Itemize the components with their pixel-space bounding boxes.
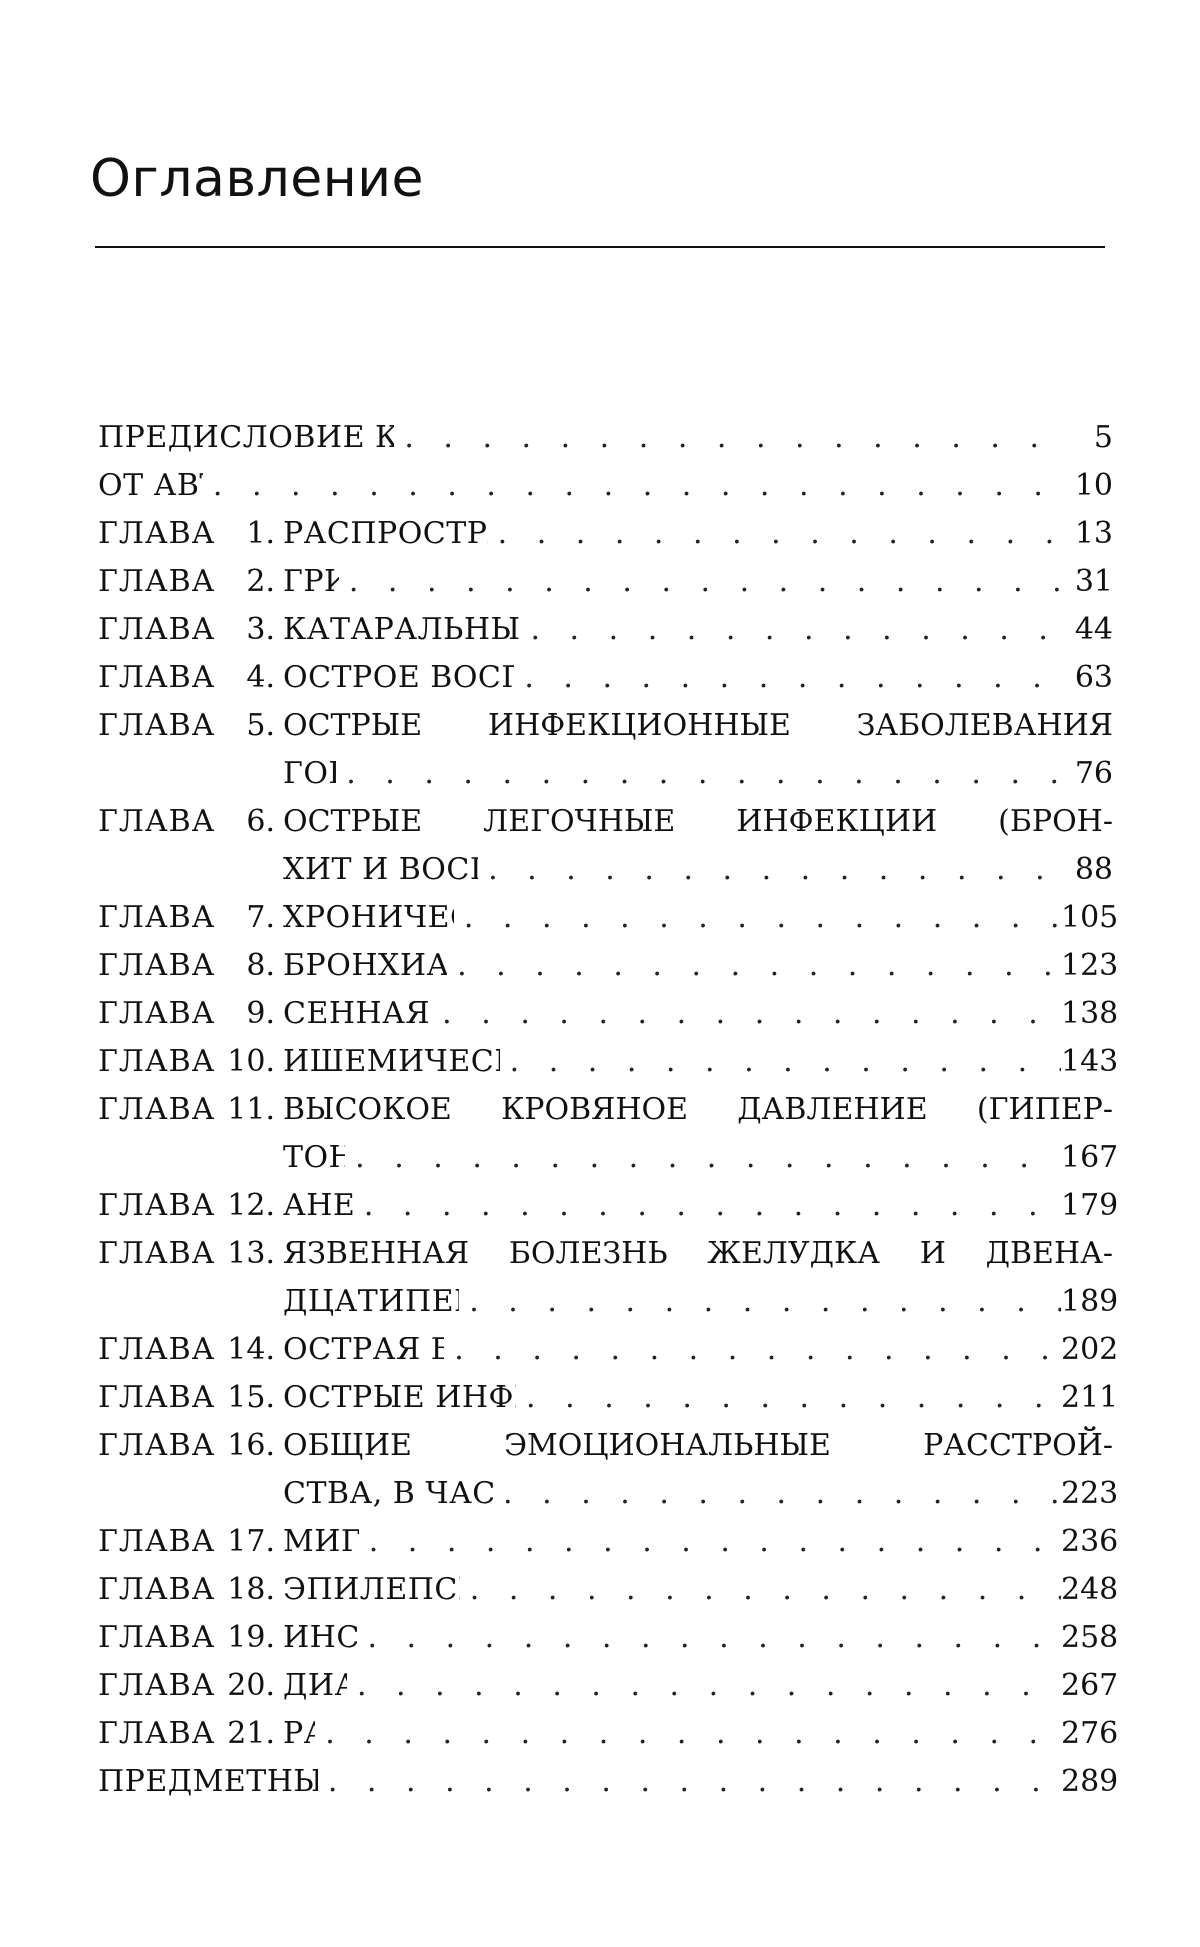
chapter-word: ГЛАВА (98, 702, 223, 750)
dot-leader: . . . . . . . . . . . . . . . . . . (359, 1518, 1061, 1566)
page-number: 236 (1061, 1518, 1113, 1566)
entry-title: БРОНХИА (283, 942, 447, 990)
chapter-word: ГЛАВА (98, 1086, 223, 1134)
dot-leader: . . . . . . . . . . . . . . . . . . . (318, 1758, 1061, 1806)
page-number: 276 (1061, 1710, 1113, 1758)
entry-line (283, 1326, 1113, 1374)
title-word: (БРОН- (998, 798, 1113, 846)
chapter-word: ГЛАВА (98, 942, 223, 990)
entry-title: ЭПИЛЕПС (283, 1566, 460, 1614)
toc-entry (98, 1230, 1113, 1326)
page-number: 179 (1061, 1182, 1113, 1230)
entry-line (283, 606, 1113, 654)
dot-leader: . . . . . . . . . . . . . . (516, 1374, 1061, 1422)
entry-line (283, 1086, 1113, 1134)
title-word: ИНФЕКЦИИ (736, 798, 937, 846)
chapter-label (98, 1230, 283, 1278)
title-word: ДВЕНА- (986, 1230, 1113, 1278)
entry-title (283, 702, 1113, 750)
entry-body (283, 942, 1113, 990)
dot-leader: . . . . . . . . . . . . . . . . (432, 990, 1061, 1038)
chapter-word: ГЛАВА (98, 1710, 223, 1758)
entry-line (98, 414, 1113, 462)
title-word: И (920, 1230, 946, 1278)
page-number: 258 (1061, 1614, 1113, 1662)
chapter-number: 16. (223, 1422, 283, 1470)
entry-body (283, 1566, 1113, 1614)
entry-line (283, 510, 1113, 558)
page-number: 202 (1061, 1326, 1113, 1374)
dot-leader: . . . . . . . . . . . . . . . (478, 846, 1061, 894)
title-word: ОСТРЫЕ (283, 798, 422, 846)
entry-body (98, 462, 1113, 510)
chapter-number: 5. (223, 702, 283, 750)
title-word: ДАВЛЕНИЕ (737, 1086, 927, 1134)
entry-title: ПРЕДМЕТНЫ (98, 1758, 318, 1806)
entry-title: АНЕ (283, 1182, 354, 1230)
page-number: 123 (1061, 942, 1113, 990)
chapter-number: 7. (223, 894, 283, 942)
entry-title: ПРЕДИСЛОВИЕ К (98, 414, 394, 462)
entry-title: СТВА, В ЧАС (283, 1470, 493, 1518)
page-number: 138 (1061, 990, 1113, 1038)
page-number: 76 (1061, 750, 1113, 798)
entry-line (283, 1182, 1113, 1230)
toc-entry (98, 942, 1113, 990)
toc-entry (98, 1326, 1113, 1374)
chapter-label (98, 1182, 283, 1230)
entry-title: СЕННАЯ (283, 990, 432, 1038)
page-number: 88 (1061, 846, 1113, 894)
page-number: 167 (1061, 1134, 1113, 1182)
page-number: 63 (1061, 654, 1113, 702)
entry-line (283, 942, 1113, 990)
entry-line (283, 558, 1113, 606)
dot-leader: . . . . . . . . . . . . . . . . . . (354, 1182, 1061, 1230)
dot-leader: . . . . . . . . . . . . . . . (459, 1278, 1061, 1326)
entry-line (283, 1470, 1113, 1518)
chapter-word: ГЛАВА (98, 1662, 223, 1710)
toc-entry (98, 1422, 1113, 1518)
entry-line (283, 1230, 1113, 1278)
dot-leader: . . . . . . . . . . . . . . (493, 1470, 1061, 1518)
chapter-label (98, 798, 283, 846)
page-number: 289 (1061, 1758, 1113, 1806)
entry-line (98, 1758, 1113, 1806)
chapter-word: ГЛАВА (98, 558, 223, 606)
dot-leader: . . . . . . . . . . . . . . . . . . (347, 1662, 1061, 1710)
chapter-number: 1. (223, 510, 283, 558)
entry-body (283, 990, 1113, 1038)
title-word: РАССТРОЙ- (923, 1422, 1113, 1470)
dot-leader: . . . . . . . . . . . . . . (488, 510, 1061, 558)
dot-leader: . . . . . . . . . . . . . . . . . . (357, 1614, 1061, 1662)
toc-entry (98, 414, 1113, 462)
toc-entry (98, 1086, 1113, 1182)
chapter-label (98, 894, 283, 942)
entry-body (283, 1518, 1113, 1566)
entry-title: ТОН (283, 1134, 345, 1182)
entry-title (283, 1230, 1113, 1278)
chapter-label (98, 1518, 283, 1566)
dot-leader: . . . . . . . . . . . . . . . . (447, 942, 1061, 990)
dot-leader: . . . . . . . . . . . . . . . . (444, 1326, 1061, 1374)
chapter-number: 21. (223, 1710, 283, 1758)
entry-title: ОТ АВ (98, 462, 203, 510)
toc-entry (98, 1518, 1113, 1566)
chapter-word: ГЛАВА (98, 894, 223, 942)
entry-line (283, 1566, 1113, 1614)
entry-line (283, 1278, 1113, 1326)
title-word: КРОВЯНОЕ (501, 1086, 688, 1134)
entry-body (283, 1422, 1113, 1518)
entry-body (283, 1710, 1113, 1758)
title-divider (95, 246, 1105, 248)
chapter-label (98, 1326, 283, 1374)
entry-body (98, 1758, 1113, 1806)
chapter-number: 12. (223, 1182, 283, 1230)
toc-entry (98, 1182, 1113, 1230)
entry-line (283, 750, 1113, 798)
entry-body (283, 654, 1113, 702)
chapter-label (98, 654, 283, 702)
table-of-contents (98, 414, 1113, 1806)
entry-title (283, 798, 1113, 846)
entry-line (283, 702, 1113, 750)
dot-leader: . . . . . . . . . . . . . . (520, 606, 1061, 654)
chapter-number: 17. (223, 1518, 283, 1566)
page-title: Оглавление (90, 153, 424, 205)
chapter-number: 4. (223, 654, 283, 702)
entry-body (283, 1038, 1113, 1086)
dot-leader: . . . . . . . . . . . . . . . . . . (336, 750, 1061, 798)
page-number: 5 (1061, 414, 1113, 462)
page-number: 31 (1061, 558, 1113, 606)
entry-title: ИШЕМИЧЕС (283, 1038, 500, 1086)
entry-body (283, 702, 1113, 798)
entry-title: ХРОНИЧЕ (283, 894, 454, 942)
entry-title: РАСПРОСТР (283, 510, 488, 558)
chapter-word: ГЛАВА (98, 1422, 223, 1470)
entry-line (283, 1134, 1113, 1182)
chapter-word: ГЛАВА (98, 798, 223, 846)
entry-body (283, 894, 1113, 942)
chapter-number: 6. (223, 798, 283, 846)
toc-entry (98, 702, 1113, 798)
entry-line (283, 846, 1113, 894)
entry-line (283, 1614, 1113, 1662)
entry-title (283, 1422, 1113, 1470)
chapter-word: ГЛАВА (98, 1614, 223, 1662)
entry-title: ГО (283, 750, 336, 798)
toc-entry (98, 558, 1113, 606)
title-word: ЗАБОЛЕВАНИЯ (857, 702, 1113, 750)
chapter-word: ГЛАВА (98, 1230, 223, 1278)
chapter-number: 20. (223, 1662, 283, 1710)
toc-entry (98, 1566, 1113, 1614)
entry-line (98, 462, 1113, 510)
entry-body (283, 1662, 1113, 1710)
entry-body (283, 1182, 1113, 1230)
entry-title: КАТАРАЛЬНЫЕ (283, 606, 520, 654)
toc-entry (98, 1374, 1113, 1422)
chapter-word: ГЛАВА (98, 1038, 223, 1086)
entry-line (283, 1422, 1113, 1470)
dot-leader: . . . . . . . . . . . . . . . . . . . . . . (203, 462, 1061, 510)
toc-entry (98, 462, 1113, 510)
title-word: ВЫСОКОЕ (283, 1086, 452, 1134)
chapter-label (98, 942, 283, 990)
toc-entry (98, 510, 1113, 558)
chapter-label (98, 1662, 283, 1710)
chapter-label (98, 1566, 283, 1614)
entry-body (283, 1614, 1113, 1662)
chapter-number: 2. (223, 558, 283, 606)
toc-entry (98, 1758, 1113, 1806)
entry-line (283, 1518, 1113, 1566)
toc-entry (98, 1710, 1113, 1758)
chapter-number: 9. (223, 990, 283, 1038)
entry-body (283, 510, 1113, 558)
dot-leader: . . . . . . . . . . . . . . . . . . . (315, 1710, 1061, 1758)
entry-body (283, 1374, 1113, 1422)
chapter-label (98, 558, 283, 606)
dot-leader: . . . . . . . . . . . . . . (500, 1038, 1061, 1086)
title-word: (ГИПЕР- (977, 1086, 1113, 1134)
chapter-word: ГЛАВА (98, 1182, 223, 1230)
chapter-number: 15. (223, 1374, 283, 1422)
entry-title: ГРИ (283, 558, 339, 606)
title-word: ЯЗВЕННАЯ (283, 1230, 469, 1278)
entry-title: ОСТРЫЕ ИНФ (283, 1374, 516, 1422)
toc-entry (98, 1614, 1113, 1662)
entry-line (283, 1662, 1113, 1710)
entry-line (283, 1038, 1113, 1086)
dot-leader: . . . . . . . . . . . . . . . . . . (339, 558, 1061, 606)
entry-line (283, 990, 1113, 1038)
chapter-label (98, 1422, 283, 1470)
chapter-word: ГЛАВА (98, 1566, 223, 1614)
entry-line (283, 1374, 1113, 1422)
toc-entry (98, 798, 1113, 894)
chapter-label (98, 510, 283, 558)
chapter-word: ГЛАВА (98, 1326, 223, 1374)
chapter-word: ГЛАВА (98, 510, 223, 558)
dot-leader: . . . . . . . . . . . . . . . (454, 894, 1061, 942)
title-word: ЭМОЦИОНАЛЬНЫЕ (504, 1422, 831, 1470)
entry-title: Р (283, 1710, 315, 1758)
page-number: 223 (1061, 1470, 1113, 1518)
chapter-label (98, 606, 283, 654)
page-number: 248 (1061, 1566, 1113, 1614)
entry-body (283, 1230, 1113, 1326)
entry-body (283, 606, 1113, 654)
dot-leader: . . . . . . . . . . . . . . (514, 654, 1061, 702)
page-number: 105 (1061, 894, 1113, 942)
title-word: ОБЩИЕ (283, 1422, 412, 1470)
chapter-label (98, 1038, 283, 1086)
toc-entry (98, 1038, 1113, 1086)
entry-line (283, 654, 1113, 702)
toc-entry (98, 606, 1113, 654)
chapter-label (98, 1710, 283, 1758)
chapter-number: 13. (223, 1230, 283, 1278)
entry-body (283, 1326, 1113, 1374)
title-word: ОСТРЫЕ (283, 702, 422, 750)
toc-entry (98, 990, 1113, 1038)
entry-title: ДЦАТИПЕ (283, 1278, 459, 1326)
entry-title: ИНС (283, 1614, 357, 1662)
chapter-word: ГЛАВА (98, 990, 223, 1038)
chapter-label (98, 990, 283, 1038)
dot-leader: . . . . . . . . . . . . . . . . . (394, 414, 1061, 462)
chapter-word: ГЛАВА (98, 654, 223, 702)
chapter-label (98, 1614, 283, 1662)
dot-leader: . . . . . . . . . . . . . . . . . . (345, 1134, 1061, 1182)
entry-body (283, 558, 1113, 606)
chapter-number: 11. (223, 1086, 283, 1134)
page-number: 189 (1061, 1278, 1113, 1326)
entry-line (283, 894, 1113, 942)
page-number: 143 (1061, 1038, 1113, 1086)
chapter-label (98, 702, 283, 750)
chapter-word: ГЛАВА (98, 606, 223, 654)
entry-title: МИГ (283, 1518, 359, 1566)
entry-body (98, 414, 1113, 462)
chapter-word: ГЛАВА (98, 1374, 223, 1422)
entry-body (283, 798, 1113, 894)
chapter-number: 19. (223, 1614, 283, 1662)
entry-title: ДИА (283, 1662, 347, 1710)
page-number: 44 (1061, 606, 1113, 654)
entry-title: ХИТ И ВОС (283, 846, 478, 894)
dot-leader: . . . . . . . . . . . . . . . (460, 1566, 1061, 1614)
chapter-number: 10. (223, 1038, 283, 1086)
entry-title: ОСТРОЕ ВОС (283, 654, 514, 702)
toc-entry (98, 894, 1113, 942)
title-word: ЛЕГОЧНЫЕ (483, 798, 675, 846)
page-number: 267 (1061, 1662, 1113, 1710)
entry-line (283, 798, 1113, 846)
chapter-label (98, 1086, 283, 1134)
chapter-number: 8. (223, 942, 283, 990)
entry-line (283, 1710, 1113, 1758)
title-word: БОЛЕЗНЬ (509, 1230, 668, 1278)
page-number: 211 (1061, 1374, 1113, 1422)
chapter-label (98, 1374, 283, 1422)
toc-entry (98, 654, 1113, 702)
page-number: 13 (1061, 510, 1113, 558)
title-word: ЖЕЛУДКА (707, 1230, 880, 1278)
page-number: 10 (1061, 462, 1113, 510)
entry-body (283, 1086, 1113, 1182)
chapter-number: 14. (223, 1326, 283, 1374)
chapter-word: ГЛАВА (98, 1518, 223, 1566)
entry-title (283, 1086, 1113, 1134)
title-word: ИНФЕКЦИОННЫЕ (488, 702, 791, 750)
chapter-number: 3. (223, 606, 283, 654)
entry-title: ОСТРАЯ Б (283, 1326, 444, 1374)
toc-entry (98, 1662, 1113, 1710)
chapter-number: 18. (223, 1566, 283, 1614)
